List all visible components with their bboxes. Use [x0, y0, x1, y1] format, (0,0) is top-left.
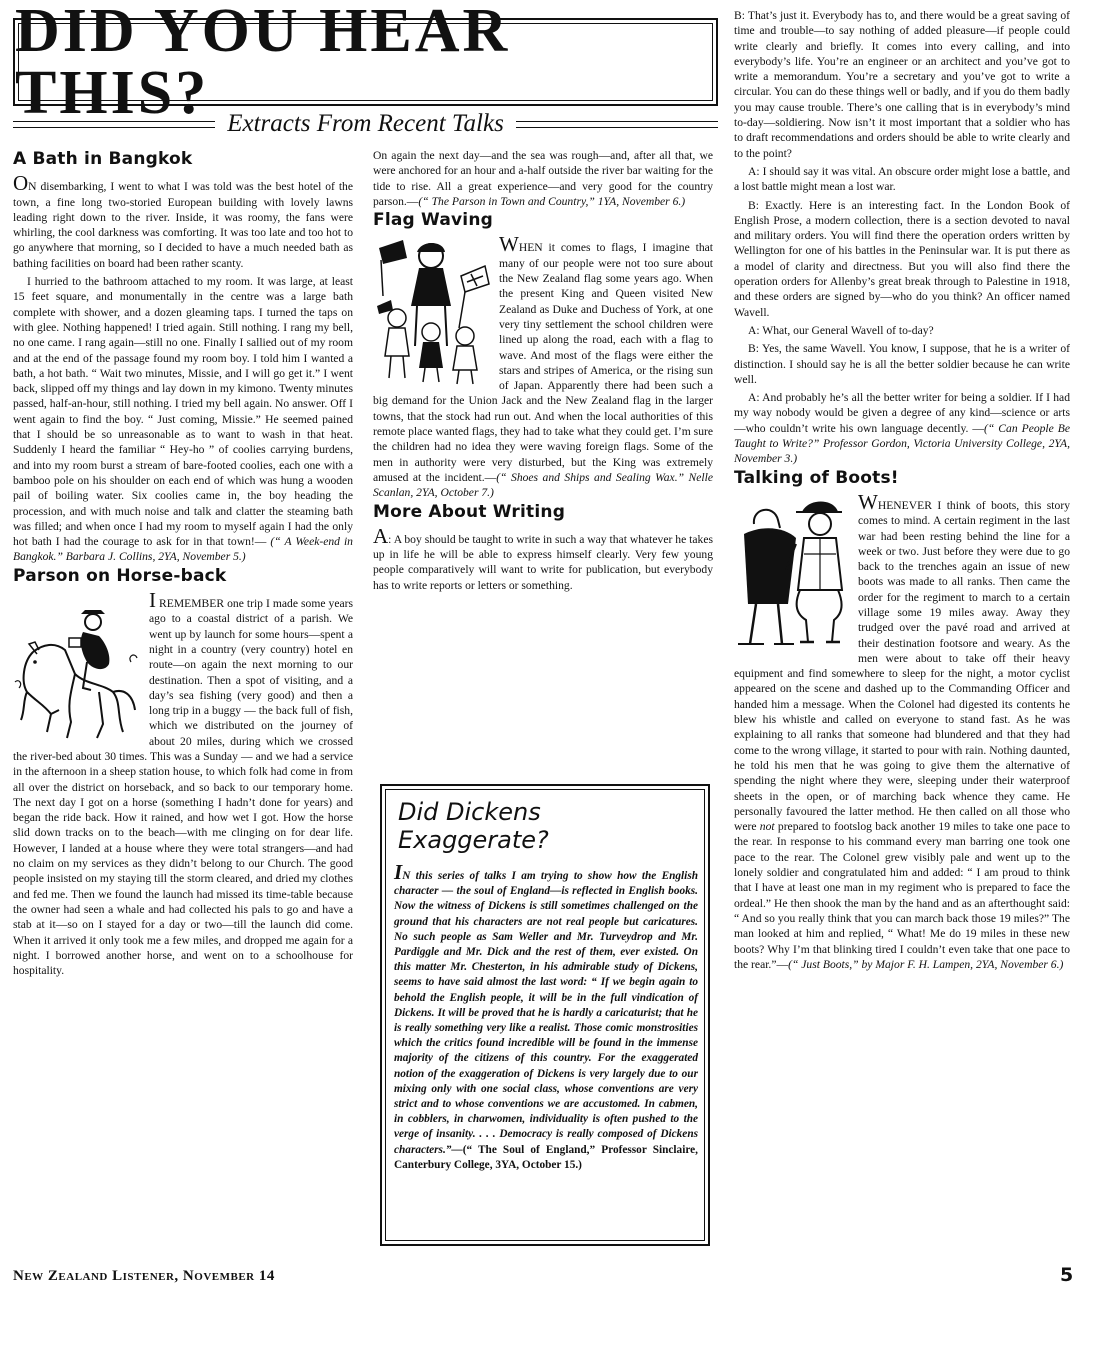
paragraph-text: prepared to footslog back another 19 miles to take one pace to the rear. In response to his command every man barring one took one pace to the rear. The Colonel grew visibly pale and went up to the lonely soldier and congratulated him and added: “ I am proud to think that I have at least one man in my regiment who is prepared to face the ordeal.” He then shook the man by the hand and as an afterthought said: “ And so you really think that you can march back those 19 miles?” The man looked at him and replied, “ What! Me do 19 miles in these new boots? Why I’m that blinking tired I couldn’t even take that one pace to the rear.”— — [734, 820, 1070, 971]
flag-paragraph-1 — [373, 234, 713, 500]
soldiers-illustration — [734, 494, 850, 654]
dropcap: I — [149, 588, 156, 613]
writing-paragraph-6: B: Yes, the same Wavell. You know, I suppose, that he is a writer of distinction. I should say he is all the better soldier because he can write well. — [734, 342, 1070, 386]
dropcap: O — [13, 171, 29, 196]
dickens-body — [394, 862, 698, 1173]
paragraph-text: N this series of talks I am trying to show how the English character — the soul of England—is reflected in English books. Now the witness of Dickens is still sometimes challenged on the ground that his characters are not real people but caricatures. No such people as Sam Weller and Mr. Turveydrop and Mr. Pardiggle and Mr. Dick and the rest of them, ever existed. On this matter Mr. Chesterton, in his admirable study of Dickens, seems to have said almost the last word: “ If we begin again to behold the English people, it will be in the full vindication of Dickens. It will be proved that he is hardly a caricaturist; that he is really something very like a realist. Those comic monstrosities which the critics found incredible will be found in the immense majority of the citizens of this country. For the exaggerated notion of the exaggeration of Dickens is very largely due to our mixing only with one social class, whose conventions are very strict and to whose conventions we are accustomed. In cabmen, in cobblers, in charwomen, individuality is often pushed to the verge of insanity. . . . Democracy is really composed of Dickens characters.”— — [394, 870, 698, 1156]
writing-paragraph-3: A: I should say it was vital. An obscure order might lose a battle, and a lost battle might mean a lost war. — [734, 164, 1070, 194]
publication-footer: New Zealand Listener, November 14 — [13, 1268, 275, 1284]
article-source: (“ Shoes and Ships and Sealing Wax.” Nelle Scanlan, 2YA, October 7.) — [373, 470, 713, 500]
parson-paragraph-1 — [13, 590, 353, 978]
children-with-flags-illustration — [373, 236, 491, 386]
bath-paragraph-1 — [13, 173, 353, 271]
paragraph-text: On again the next day—and the sea was rough—and, after all that, we were anchored for an hour and a-half outside the river bar waiting for the tide to rise. All a great experience—and very good for the country parson.— — [373, 149, 713, 208]
writing-paragraph-4: B: Exactly. Here is an interesting fact. In the London Book of English Prose, a modern collection, there is a section devoted to naval and military orders. You will find there the operation orders written by Wellington for one of his battles in the Peninsular war. It is put there as a model of clarity and directness. But you will also find there the operation orders for Allenby’s great break through to Palestine in 1918, and these orders are signed by—who do you think? An officer named Wavell. — [734, 198, 1070, 319]
subtitle-row — [13, 108, 718, 140]
article-source: (“ A Week-end in Bangkok.” Barbara J. Collins, 2YA, November 5.) — [13, 535, 353, 564]
paragraph-text: HEN it comes to flags, I imagine that many of our people were not too sure about the New Zealand flag some years ago. When the present King and Queen visited New Zealand as Duke and Duchess of York, at one very tiny settlement the school children were lined up along the road, each with a flag to wave. And most of the flags were either the stars and stripes of America, or the rising sun of Japan. Apparently there had been such a big demand for the Union Jack and the New Zealand flag in the larger towns, that the stock had run out. And when the local authorities of this remote place wanted flags, they had to take what they could get. I’m sure the children had no idea they were waving foreign flags. Some of the men in authority were very disturbed, but the King was extremely amused at the incident.— — [373, 241, 713, 484]
horse-rider-illustration — [13, 592, 141, 742]
article-heading-boots: Talking of Boots! — [734, 467, 899, 488]
article-heading-flag: Flag Waving — [373, 210, 493, 231]
subtitle-rule-left — [13, 121, 215, 128]
subtitle-rule-right — [516, 121, 718, 128]
article-source: (“ The Soul of England,” Professor Sinclaire, Canterbury College, 3YA, October 15.) — [394, 1143, 698, 1171]
paragraph-text: REMEMBER one trip I made some years ago to a coastal district of a parish. We went up by launch for some hours—spent a night in a country (very country) hotel en route—on again the next morning to our destination. Then a spot of visiting, and a day’s sea fishing (very good) and then a long trip in a buggy — the back full of fish, which we distributed on the journey of about 20 miles, during which we crossed the river-bed about 30 times. This was a Sunday — and we had a service in the afternoon in a sheep station house, to which folk had come in from all over the district on horseback, and so back to our temporary home. The next day I got on a horse (something I hadn’t done for years) and began the ride back. How it rained, and how wet I got. How the horse slid down tracks on to the beach—with me clinging on for dear life. However, I landed at a house where they were total strangers—and had no claim on my services as they didn’t belong to our Church. The good people insisted on my staying till the storm cleared, and dried my clothes and fed me. Then we found the launch had missed its time-table because the owner had seen a whale and had collected his pals to go and have a stab at it—so on I stayed for a day or two—till the launch did come. When it arrived it only took me a few miles, and dropped me again for a night. I borrowed another horse, and went on to a schoolhouse for hospitality. — [13, 597, 353, 978]
boots-paragraph-1 — [734, 489, 1070, 972]
page-title: DID YOU HEAR THIS? — [15, 0, 511, 127]
writing-paragraph-7 — [734, 390, 1070, 466]
article-heading-writing: More About Writing — [373, 501, 566, 522]
paragraph-text: HENEVER I think of boots, this story comes to mind. A certain regiment in the last war had been resting behind the line for a week or two. Just before they were due to go back to the trenches again an issue of new boots was made to all ranks. Then came the order for the regiment to march to a certain village some 19 miles away. Away they trudged over the pavé road and arrived at their destination footsore and weary. As the men were about to take off their heavy equipment and find somewhere to sleep for the night, a motor cyclist appeared on the scene and dashed up to the Commanding Officer and handed him a message. When the Colonel had digested its contents he blew his whistle and called on everyone to stand fast. As he was explaining to all ranks that someone had blundered and that they had come to the wrong village, it started to pour with rain. Nothing daunted, he told his men that he was going to give them the alternative of spending the night where they were, sleeping under their waterproof sheets in the open, or of marching back whence they came. He personally favoured the latter method. He then called on all those who were — [734, 498, 1070, 834]
article-heading-bath: A Bath in Bangkok — [13, 149, 193, 169]
bath-paragraph-2 — [13, 274, 353, 565]
dropcap: I — [394, 860, 403, 884]
article-source: (“ Can People Be Taught to Write?” Professor Gordon, Victoria University College, 2YA, November 3.) — [734, 421, 1071, 466]
paragraph-text: I hurried to the bathroom attached to my room. It was large, at least 15 feet square, and monumentally in the centre was a large bath complete with shower, and a dozen gleaming taps. I turned the taps on with glee. Nothing happened! I tried again. Still nothing. I rang my bell, no one came. I rang again—still no one. Finally I sallied out of my room and at the end of the passage found my room boy. I told him I wanted a bath, a hot bath. “ Wait two minutes, Missie, and I will go get it.” I went back, slipped off my things and lay down in my kimono. Twenty minutes passed, half-an-hour, still nothing. I tried my bell again. No answer. Off I went again to find the boy. “ Just coming, Missie.” He seemed pained that I should be so unreasonable as to want to wash in that heat. Suddenly I heard the familiar “ Hey-ho ” of coolies carrying burdens, and into my room burst a stream of bare-footed coolies, each one with a bamboo pole on his shoulder on each end of which was hung a wooden pail of boiling water. Six coolies came in, the boy heading the procession, and with much noise and talk and clatter the steaming bath was filled; and when once I had my room to myself again I had the only hot bath I had the courage to ask for in that town!— — [13, 275, 353, 549]
article-heading-dickens: Did Dickens Exaggerate? — [398, 798, 549, 854]
page-number: 5 — [1060, 1264, 1074, 1286]
writing-paragraph-5: A: What, our General Wavell of to-day? — [748, 323, 934, 337]
dropcap: W — [499, 232, 519, 257]
paragraph-text: : A boy should be taught to write in such a way that whatever he takes up in life he will be able to express himself clearly. Very few young people comparatively will want to write for publication, but everybody has to write reports or letters or something. — [373, 532, 713, 592]
writing-paragraph-2: B: That’s just it. Everybody has to, and there would be a great saving of time and trouble—to say nothing of added pleasure—if people could write clearly and briefly. It comes into every calling, and into everybody’s life. You’re an engineer or an architect and you’ve got to write a memorandum. You’re a secretary and you’ve got to write a circular. You can do these things well or badly, and if you do them badly you may cause trouble. There’s one calling that is in everybody’s mind to-day—soldiering. Now isn’t it most important that a soldier who has to draft recommendations and orders should be able to write clearly and to the point? — [734, 9, 1070, 160]
emphasis: not — [759, 820, 775, 834]
column-3 — [734, 8, 1070, 975]
dropcap: W — [858, 489, 878, 514]
page-subtitle: Extracts From Recent Talks — [227, 110, 504, 137]
paragraph-text: N disembarking, I went to what I was told was the best hotel of the town, a fine long two-storied European building with lovely lawns leading right down to the river. Inside, it was roomy, the fans were whirling, the cool darkness was comforting. It was too late and too hot to go anywhere that morning, so I decided to have a much needed bath as bathing facilities on board had been rather scanty. — [13, 180, 353, 270]
writing-paragraph-1 — [373, 523, 713, 593]
article-source: (“ The Parson in Town and Country,” 1YA, November 6.) — [418, 194, 686, 208]
article-source: (“ Just Boots,” by Major F. H. Lampen, 2YA, November 6.) — [788, 957, 1064, 971]
dickens-feature-box — [380, 784, 710, 1246]
column-1 — [13, 148, 353, 981]
article-heading-parson: Parson on Horse-back — [13, 565, 227, 586]
dropcap: A — [373, 523, 389, 548]
paragraph-text: A: And probably he’s all the better writer for being a soldier. If I had my way nobody would be given a degree of any kind—science or arts—who couldn’t write his own language decently. — — [734, 391, 1070, 435]
parson-paragraph-2 — [373, 148, 713, 209]
column-2 — [373, 148, 713, 596]
